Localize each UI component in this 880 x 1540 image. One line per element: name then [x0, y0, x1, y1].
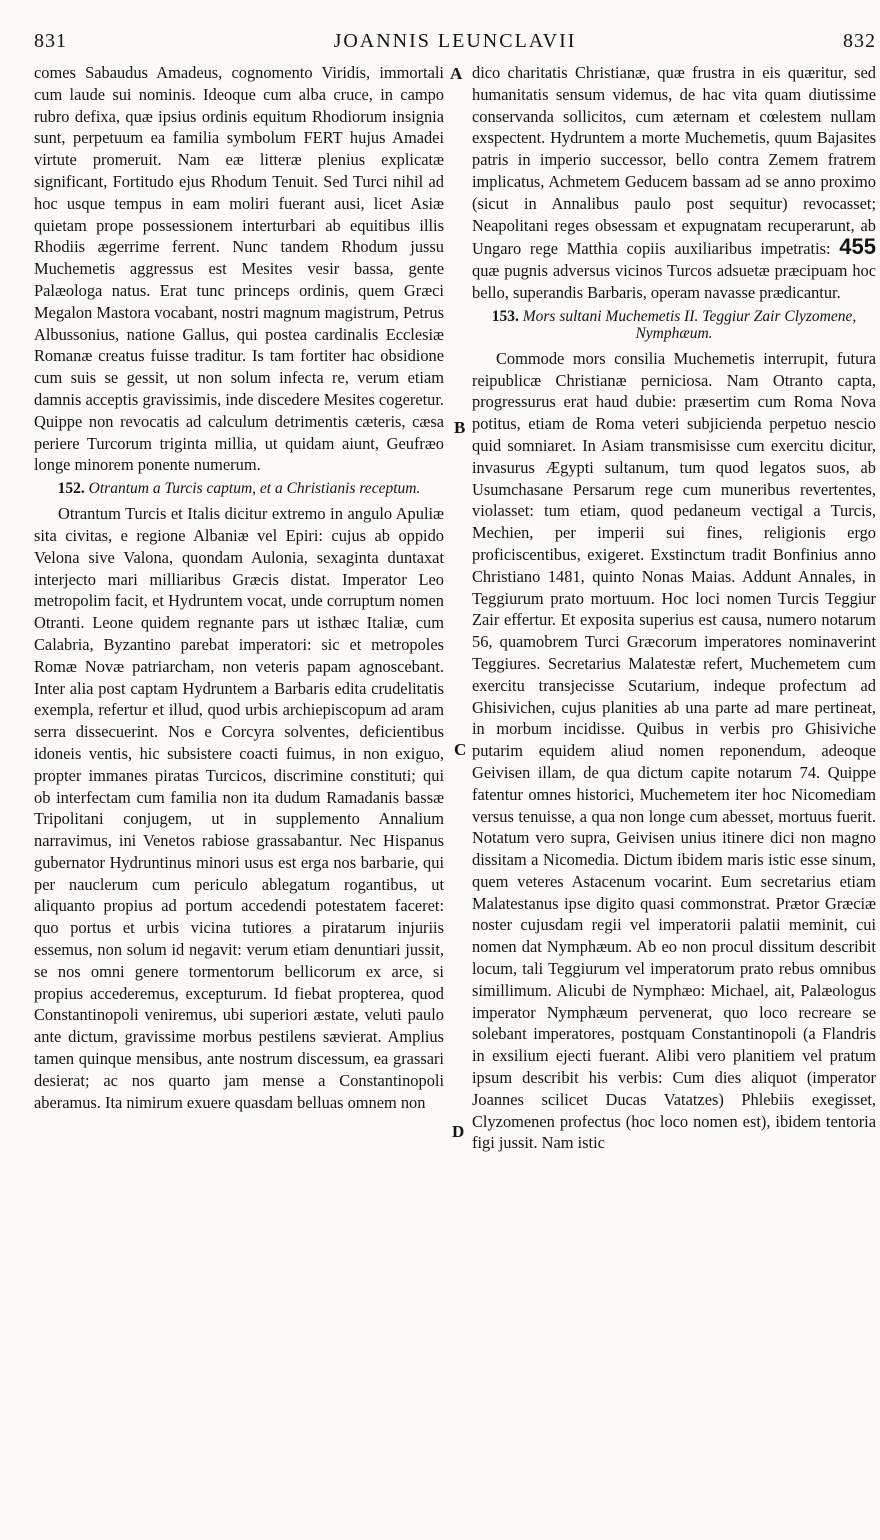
paragraph-right-1b: quæ pugnis adversus vicinos Turcos adsuetæ præcipuam hoc bello, superandis Barbaris, operam navasse prædicantur. — [472, 261, 876, 302]
margin-marker-b: B — [454, 418, 466, 437]
section-title: Mors sultani Muchemetis II. Teggiur Zair Clyzomene, Nymphæum. — [522, 307, 857, 342]
margin-marker-c: C — [454, 740, 467, 759]
running-title: JOANNIS LEUNCLAVII — [333, 30, 577, 52]
paragraph-right-1a: dico charitatis Christianæ, quæ frustra in eis quæritur, sed humanitatis sensum videmus, de hac vita quam diutissime conservanda sollicitos, cum æternam et cœlestem nullam exspectent. Hydruntem a morte Muchemetis, quum Bajasites patris in imperio successor, bello contra Zemem fratrem implicatus, Achmetem Geducem bassam ad se anno proximo (sicut in Annalibus paulo post sequitur) revocasset; Neapolitani reges obsessam et expugnatam recuperarunt, ab Ungaro rege Matthia copiis auxiliaribus impetratis: — [472, 63, 876, 259]
paragraph-left-1: comes Sabaudus Amadeus, cognomento Viridis, immortali cum laude sui nominis. Ideoque cum alba cruce, in campo rubro defixa, quæ ipsius ordinis equitum Rhodiorum insignia sunt, perpetuum ea familia symbolum FERT hujus Amadei virtute promeruit. Nam eæ litteræ plenius explicatæ significant, Fortitudo ejus Rhodum Tenuit. Sed Turci nihil ad hoc usque tempus in eam moliri fuerant ausi, licet Asiæ quietam prope possessionem interturbari ab equitibus illis Rhodiis ægerrime ferrent. Nunc tandem Rhodum jussu Muchemetis aggressus est Mesites vesir bassa, gente Palæologa natus. Erat tunc princeps ordinis, quem Græci Megalon Mastora vocabant, nostri magnum magistrum, Petrus Albussonius, natione Gallus, qui postea cardinalis Ecclesiæ Romanæ creatus fuisse traditur. Is tam fortiter hac obsidione cum suis se gessit, ut non solum infecta re, verum etiam damnis acceptis gravissimis, inde discedere Mesites cogeretur. Quippe non revocatis ad calculum detrimentis cæteris, cæsa periere Turcorum triginta millia, ut quidam aiunt, Geufræo longe minorem ponente numerum. — [34, 63, 444, 475]
paragraph-right-2: Commode mors consilia Muchemetis interrupit, futura reipublicæ Christianæ perniciosa. Nam Otranto capta, progressurus erat haud dubie: præsertim cum Roma Nova potitus, etiam de Roma veteri subjicienda perpetuo nescio quid somniaret. In Asiam transmisisse cum exercitu dicitur, invasurus Ægypti sultanum, tum quod legatos suos, ab Usumchasane Persarum rege cum muneribus revertentes, violasset: tum etiam, quod pedaneum vectigal a Turcis, Mechien, per imperii sui fines, religionis ergo proficiscentibus, exigeret. Exstinctum tradit Bonfinius anno Christiano 1481, quinto Nonas Maias. Addunt Annales, in Teggiurum prato mortuum. Hoc loci nomen Turcis Teggiur Zair effertur. Et exposita superius est causa, numero notarum 56, quamobrem Turci Græcorum imperatores nominaverint Teggiures. Secretarius Malatestæ refert, Muchemetem cum exercitu transjecisse Scutarium, indeque profectum ad Ghisivichen, cujus planities ab una parte ad mare pertineat, in morbum incidisse. Quibus in verbis pro Ghisiviche putarim equidem aliud nomen reponendum, adeoque Geivisen illam, de qua dictum capite notarum 74. Quippe fatentur omnes historici, Muchemetem iter hoc Nicomediam versus tenuisse, a qua non longe cum abesset, mortuus fuerit. Notatum vero supra, Geivisen unius itinere dici non magno dissitam a Nicomedia. Dictum ibidem maris istic esse sinum, quem veteres Astacenum vocarint. Eum secretarius etiam Malatestanus ipse digito quasi commonstrat. Prætor Græciæ noster cujusdam regii vel imperatorii palatii meminit, cui nomen dat Nymphæum. Ab eo non procul dissitum describit locum, tali Teggiurum vel imperatorum prato rebus omnibus simillimum. Alicubi de Nymphæo: Michael, ait, Palæologus imperator Nymphæum pervenerat, quo loco recreare se solebant imperatores, postquam Constantinopoli (a Flandris in exsilium ejecti fuerant. Alibi vero planitiem vel pratum ipsum describit his verbis: Cum dies aliquot (imperator Joannes scilicet Ducas Vatatzes) Phlebiis exegisset, Clyzomenen profectus (hoc loco nomen est), ibidem tentoria figi jussit. Nam istic — [472, 348, 876, 1153]
section-heading-152 — [34, 480, 444, 497]
page-number-right: 832 — [843, 30, 876, 52]
margin-number: 455 — [839, 234, 876, 260]
section-title: Otrantum a Turcis captum, et a Christianis receptum. — [88, 480, 421, 498]
paragraph-right-1 — [472, 62, 876, 304]
page-number-left: 831 — [34, 30, 67, 52]
section-heading-153 — [472, 308, 876, 342]
margin-marker-a: A — [450, 64, 463, 83]
margin-marker-d: D — [452, 1122, 465, 1141]
right-column — [472, 62, 876, 1154]
section-number: 153. — [491, 307, 519, 325]
section-number: 152. — [57, 480, 85, 498]
running-header — [34, 30, 876, 58]
left-column — [34, 62, 444, 1113]
paragraph-left-2: Otrantum Turcis et Italis dicitur extremo in angulo Apuliæ sita civitas, e regione Albaniæ vel Epiri: cujus ab oppido Velona sive Valona, quondam Aulonia, sexaginta duntaxat interjecto mari milliaribus Græcis distat. Imperator Leo metropolim facit, et Hydruntem vocat, unde corruptum nomen Otranti. Leone quidem regnante pars ut isthæc Italiæ, cum Calabria, Byzantino parebat imperatori: sic et metropoles Romæ Novæ patriarcham, non veteris papam agnoscebant. Inter alia post captam Hydruntem a Barbaris edita crudelitatis exempla, refertur et illud, quod urbis archiepiscopum ad aram serra dissecuerint. Nos e Corcyra solventes, deficientibus idoneis ventis, hic subsistere coacti fuimus, in non exiguo, propter immanes piratas Turcicos, discrimine constituti; qui ob interfectam cum familia non ita dudum Ramadanis bassæ Tripolitani conjugem, ut in supplemento Annalium narravimus, ini Venetos rabiose grassabantur. Nec Hispanus gubernator Hydruntinus minori usus est erga nos barbarie, qui per nauclerum cum periculo ablegatum rogantibus, ut aliquanto propius ad portum accedendi potestatem faceret: quo portus et urbis vicina tutiores a piratarum injuriis essemus, non solum id negavit: verum etiam denuntiari jussit, se nos omni genere tormentorum bellicorum ex arce, si propius accederemus, excepturum. Id fiebat propterea, quod Constantinopoli veniremus, ubi superiori æstate, veluti paulo ante dictum, gravissime morbus pestilens sævierat. Amplius tamen quinque mensibus, ante nostrum discessum, ea grassari desierat; ac nos quarto jam mense a Constantinopoli aberamus. Ita nimirum exuere quasdam belluas omnem non — [34, 504, 444, 1112]
